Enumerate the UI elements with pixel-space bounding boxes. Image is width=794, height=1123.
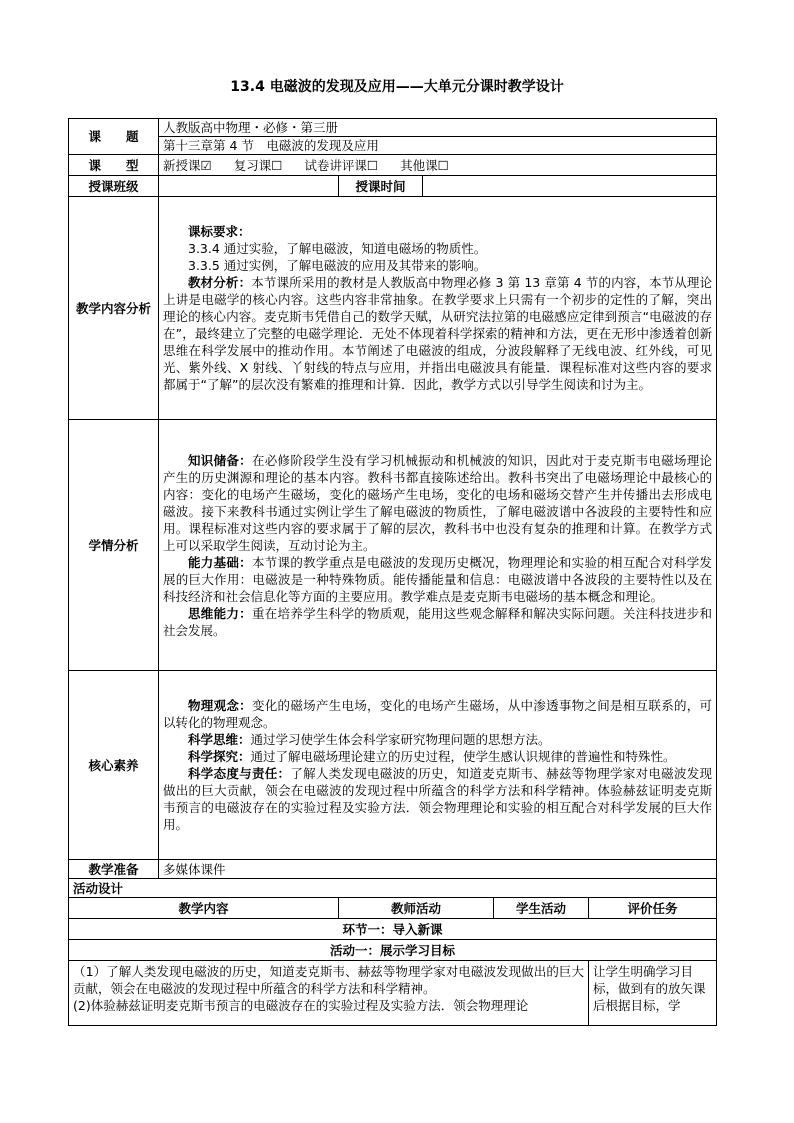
course-line1: 人教版高中物理・必修・第三册: [159, 119, 717, 137]
lesson-type-options: [159, 155, 717, 176]
prep-label: 教学准备: [69, 860, 159, 879]
ability-text: 本节课的教学重点是电磁波的发现历史概况，物理理论和实验的相互配合对科学发展的巨大作用：电磁波是一种特殊物质。能传播能量和信息：电磁波谱中各波段的主要特性以及在科技经济和社会信息化等方面的主要应用。教学难点是麦克斯韦电磁场的基本概念和理论。: [163, 554, 713, 604]
header-student-activity: 学生活动: [494, 898, 589, 919]
lesson-type-label: 课 型: [69, 155, 159, 176]
attitude-text: 了解人类发现电磁波的历史，知道麦克斯韦、赫兹等物理学家对电磁波发现做出的巨大贡献，领会在电磁波的发现过程中所蕴含的科学方法和科学精神。体验赫兹证明麦克斯韦预言的电磁波存在的实验过程及实验方法．领会物理理论和实验的相互配合对科学发展的巨大作用。: [163, 766, 713, 832]
section1-activity: 活动一：展示学习目标: [69, 940, 717, 961]
class-value: [159, 176, 339, 197]
student-analysis-body: [159, 420, 717, 671]
standards-title: 课标要求：: [188, 224, 251, 239]
class-label: 授课班级: [69, 176, 159, 197]
section1-title: 环节一：导入新课: [69, 919, 717, 940]
standard-item-2: 3.3.5 通过实例，了解电磁波的应用及其带来的影响。: [188, 258, 487, 273]
option-exam-review: 试卷讲评课☐: [304, 157, 379, 173]
lesson-plan-table: [68, 118, 717, 1026]
header-teacher-activity: 教师活动: [339, 898, 494, 919]
option-other-lesson: 其他课☐: [400, 157, 449, 173]
header-teaching-content: 教学内容: [69, 898, 339, 919]
activity-design-label: 活动设计: [69, 879, 717, 898]
scientific-thinking-title: 科学思维：: [188, 732, 251, 747]
content-analysis-label: 教学内容分析: [69, 197, 159, 420]
page-title: 13.4 电磁波的发现及应用——大单元分课时教学设计: [230, 79, 564, 95]
textbook-analysis-text: 本节课所采用的教材是人教版高中物理必修 3 第 13 章第 4 节的内容，本节从理论上讲是电磁学的核心内容。这些内容非常抽象。在教学要求上只需有一个初步的定性的了解，突出理论的核心内容。麦克斯韦凭借自己的数学天赋，从研究法拉第的电磁感应定律到预言“电磁波的存在”，最终建立了完整的电磁学理论．无处不体现着科学探索的精神和方法，更在无形中渗透着创新思维在科学发展中的推动作用。本节阐述了电磁波的组成，分波段解释了无线电波、红外线，可见光、紫外线、X 射线、丫射线的特点与应用，并指出电磁波具有能量．课程标准对这些内容的要求都属于“了解”的层次没有繁难的推理和计算．因此，教学方式以引导学生阅读和讨为主。: [163, 275, 713, 392]
textbook-analysis-title: 教材分析：: [188, 275, 252, 290]
option-review-lesson: 复习课☐: [233, 157, 283, 173]
time-label: 授课时间: [339, 176, 423, 197]
course-label: 课 题: [69, 119, 159, 155]
option-new-lesson: 新授课☑: [163, 157, 212, 173]
thinking-text: 重在培养学生科学的物质观，能用这些观念解释和解决实际问题。关注科技进步和社会发展。: [163, 605, 713, 638]
attitude-title: 科学态度与责任：: [188, 766, 291, 781]
section1-goal-2: (2)体验赫兹证明麦克斯韦预言的电磁波存在的实验过程及实验方法．领会物理理论: [73, 998, 529, 1013]
content-analysis-body: [159, 197, 717, 420]
section1-content: [69, 961, 589, 1026]
physics-concept-text: 变化的磁场产生电场，变化的电场产生磁场，从中渗透事物之间是相互联系的，可以转化的物理观念。: [163, 698, 713, 730]
physics-concept-title: 物理观念：: [188, 698, 252, 713]
course-line2: 第十三章第 4 节 电磁波的发现及应用: [159, 137, 717, 155]
scientific-inquiry-text: 通过了解电磁场理论建立的历史过程，使学生感认识规律的普遍性和特殊性。: [250, 749, 676, 764]
standard-item-1: 3.3.4 通过实验，了解电磁波，知道电磁场的物质性。: [188, 241, 487, 256]
scientific-inquiry-title: 科学探究：: [188, 749, 251, 764]
time-value: [423, 176, 717, 197]
knowledge-text: 在必修阶段学生没有学习机械振动和机械波的知识，因此对于麦克斯韦电磁场理论产生的历史渊源和理论的基本内容。教科书都直接陈述给出。教科书突出了电磁场理论中最核心的内容：变化的电场产生磁场，变化的磁场产生电场，变化的电场和磁场交替产生并传播出去形成电磁波。接下来教科书通过实例让学生了解电磁波的物质性，了解电磁波谱中各波段的主要特性和应用。课程标准对这些内容的要求属于了解的层次，教科书中也没有复杂的推理和计算。在教学方式上可以采取学生阅读，互动讨论为主。: [163, 452, 713, 553]
core-literacy-label: 核心素养: [69, 671, 159, 860]
thinking-title: 思维能力：: [188, 605, 252, 621]
prep-value: 多媒体课件: [159, 860, 717, 879]
core-literacy-body: [159, 671, 717, 860]
scientific-thinking-text: 通过学习使学生体会科学家研究物理问题的思想方法。: [250, 732, 551, 747]
knowledge-title: 知识储备：: [188, 452, 252, 468]
section1-evaluation: 让学生明确学习目标，做到有的放矢课后根据目标，学: [589, 961, 717, 1026]
ability-title: 能力基础：: [188, 554, 252, 570]
section1-goal-1: （1）了解人类发现电磁波的历史，知道麦克斯韦、赫兹等物理学家对电磁波发现做出的巨大贡献，领会在电磁波的发现过程中所蕴含的科学方法和科学精神。: [73, 964, 584, 996]
student-analysis-label: 学情分析: [69, 420, 159, 671]
header-evaluation-task: 评价任务: [589, 898, 717, 919]
